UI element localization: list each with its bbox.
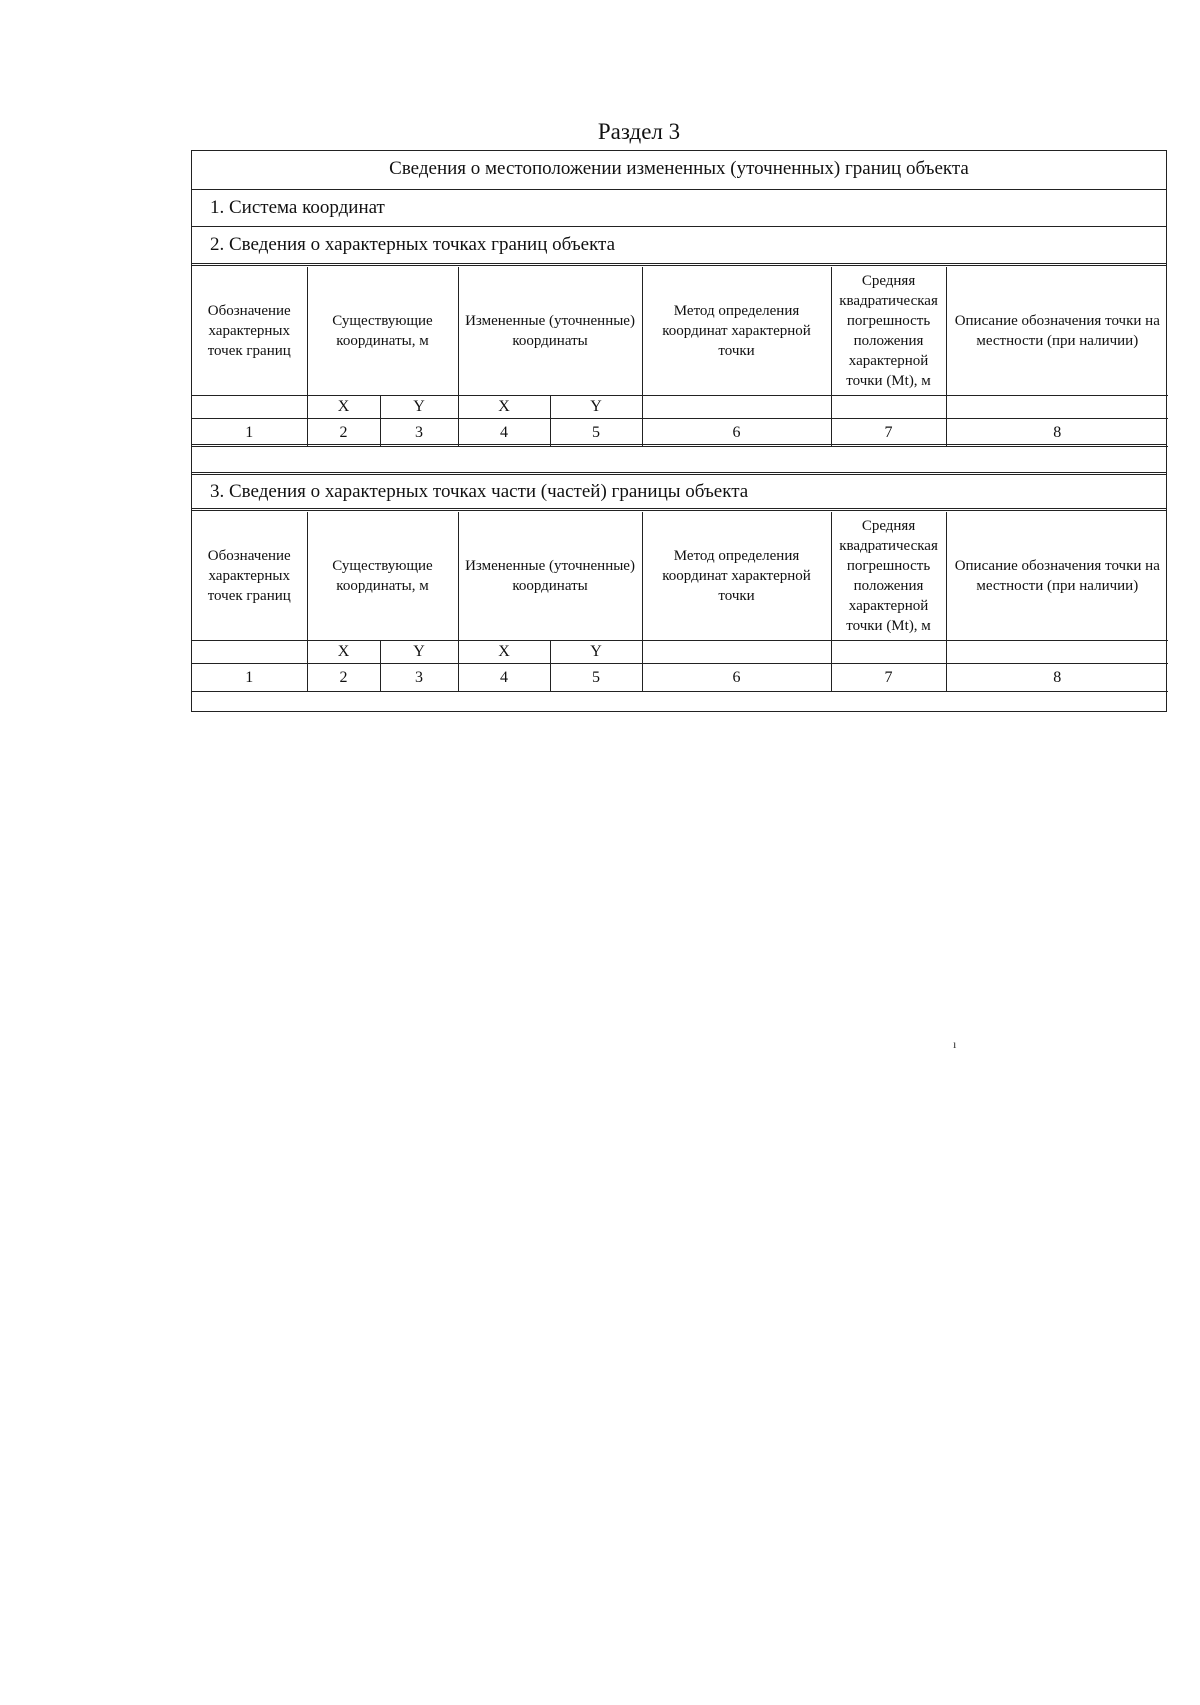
block3-title: 3. Сведения о характерных точках части (частей) границы объекта — [210, 481, 749, 502]
xy-cell-empty — [192, 396, 307, 419]
column-number: 3 — [380, 419, 458, 447]
main-heading: Сведения о местоположении измененных (уточненных) границ объекта — [389, 158, 969, 179]
col-header-changed-coords: Измененные (уточненные) координаты — [458, 512, 642, 641]
column-number: 4 — [458, 664, 550, 692]
column-number: 1 — [192, 664, 307, 692]
xy-label: Y — [550, 396, 642, 419]
col-header-method: Метод определения координат характерной точки — [642, 267, 831, 396]
xy-cell-empty — [946, 396, 1168, 419]
col-header-changed-coords: Измененные (уточненные) координаты — [458, 267, 642, 396]
xy-cell-empty — [831, 396, 946, 419]
col-header-description: Описание обозначения точки на местности (при наличии) — [946, 512, 1168, 641]
column-number: 6 — [642, 664, 831, 692]
coord-system-label: 1. Система координат — [210, 197, 385, 218]
xy-label: X — [458, 396, 550, 419]
xy-cell-empty — [192, 641, 307, 664]
col-header-error: Средняя квадратическая погрешность положения характерной точки (Mt), м — [831, 267, 946, 396]
xy-label: X — [307, 641, 380, 664]
col-header-point: Обозначение характерных точек границ — [192, 512, 307, 641]
col-header-existing-coords: Существующие координаты, м — [307, 267, 458, 396]
xy-cell-empty — [642, 396, 831, 419]
block2-title: 2. Сведения о характерных точках границ объекта — [210, 234, 616, 255]
xy-cell-empty — [831, 641, 946, 664]
stray-mark: ı — [953, 1037, 957, 1051]
col-header-existing-coords: Существующие координаты, м — [307, 512, 458, 641]
xy-label: Y — [550, 641, 642, 664]
column-number: 2 — [307, 419, 380, 447]
column-number: 2 — [307, 664, 380, 692]
column-number: 8 — [946, 419, 1168, 447]
boundary-form — [191, 150, 1167, 712]
column-number: 8 — [946, 664, 1168, 692]
xy-label: Y — [380, 641, 458, 664]
block3-table — [192, 512, 1168, 692]
section-title: Раздел 3 — [597, 119, 681, 144]
xy-cell-empty — [946, 641, 1168, 664]
column-number: 5 — [550, 664, 642, 692]
xy-cell-empty — [642, 641, 831, 664]
column-number: 5 — [550, 419, 642, 447]
column-number: 4 — [458, 419, 550, 447]
column-number: 1 — [192, 419, 307, 447]
column-number: 7 — [831, 664, 946, 692]
xy-label: X — [307, 396, 380, 419]
col-header-description: Описание обозначения точки на местности (при наличии) — [946, 267, 1168, 396]
xy-label: Y — [380, 396, 458, 419]
xy-label: X — [458, 641, 550, 664]
column-number: 6 — [642, 419, 831, 447]
col-header-method: Метод определения координат характерной точки — [642, 512, 831, 641]
col-header-error: Средняя квадратическая погрешность положения характерной точки (Mt), м — [831, 512, 946, 641]
column-number: 7 — [831, 419, 946, 447]
col-header-point: Обозначение характерных точек границ — [192, 267, 307, 396]
block2-table — [192, 267, 1168, 447]
column-number: 3 — [380, 664, 458, 692]
